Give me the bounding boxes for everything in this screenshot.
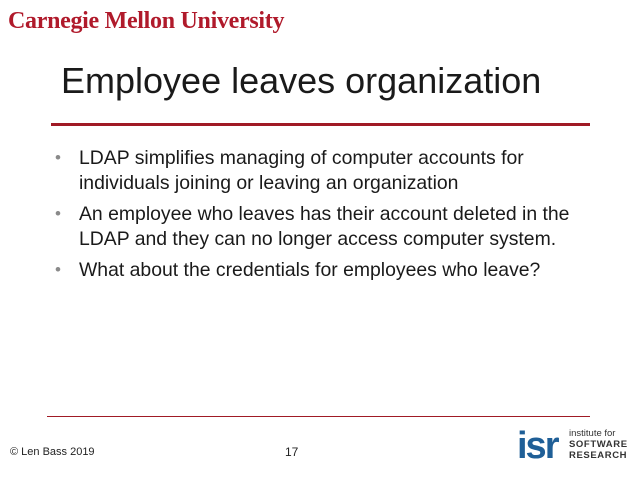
isr-logo — [517, 424, 631, 470]
bullet-item — [55, 258, 600, 283]
bullet-text: What about the credentials for employees who leave? — [79, 259, 541, 281]
bullet-item — [55, 146, 600, 195]
bullet-list — [55, 146, 600, 290]
isr-logo-mark: isr — [517, 425, 558, 467]
page-number: 17 — [285, 445, 299, 459]
footer-divider — [47, 416, 590, 417]
copyright-notice: © Len Bass 2019 — [10, 446, 95, 458]
isr-logo-text — [569, 428, 628, 461]
bullet-icon: • — [55, 204, 61, 223]
bullet-icon: • — [55, 260, 61, 279]
isr-logo-line: institute for — [569, 428, 616, 439]
bullet-text: LDAP simplifies managing of computer accounts for individuals joining or leaving an organization — [79, 147, 524, 194]
slide-title: Employee leaves organization — [61, 60, 542, 101]
bullet-icon: • — [55, 148, 61, 167]
title-divider — [51, 123, 590, 126]
bullet-item — [55, 202, 600, 251]
cmu-logo: Carnegie Mellon University — [8, 8, 285, 34]
isr-logo-line: SOFTWARE — [569, 439, 628, 450]
bullet-text: An employee who leaves has their account deleted in the LDAP and they can no longer access computer system. — [79, 203, 570, 250]
isr-logo-line: RESEARCH — [569, 450, 628, 461]
